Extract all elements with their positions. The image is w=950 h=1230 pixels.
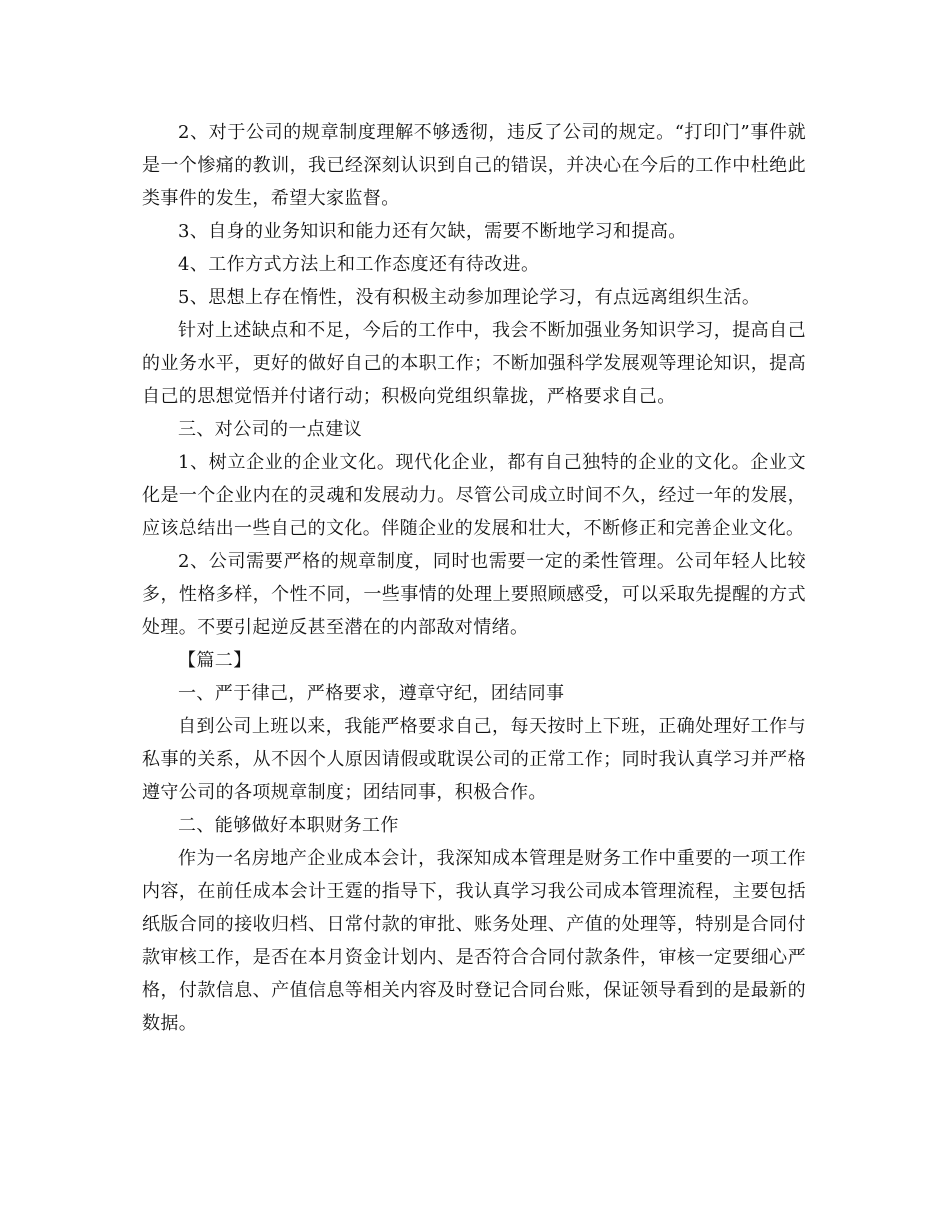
section-heading-suggestions: 三、对公司的一点建议: [178, 419, 362, 440]
paragraph-suggestion-2: 2、公司需要严格的规章制度，同时也需要一定的柔性管理。公司年轻人比较多，性格多样，个性不同，一些事情的处理上要照顾感受，可以采取先提醒的方式处理。不要引起逆反甚至潜在的内部敌对情绪。: [142, 551, 806, 638]
paragraph-finance: 作为一名房地产企业成本会计，我深知成本管理是财务工作中重要的一项工作内容，在前任成本会计王霆的指导下，我认真学习我公司成本管理流程，主要包括纸版合同的接收归档、日常付款的审批、账务处理、产值的处理等，特别是合同付款审核工作，是否在本月资金计划内、是否符合合同付款条件，审核一定要细心严格，付款信息、产值信息等相关内容及时登记合同台账，保证领导看到的是最新的数据。: [142, 848, 806, 1034]
part-heading-two: 【篇二】: [178, 650, 252, 671]
paragraph-discipline: 自到公司上班以来，我能严格要求自己，每天按时上下班，正确处理好工作与私事的关系，从不因个人原因请假或耽误公司的正常工作；同时我认真学习并严格遵守公司的各项规章制度；团结同事，积极合作。: [142, 716, 806, 803]
paragraph-item-5: 5、思想上存在惰性，没有积极主动参加理论学习，有点远离组织生活。: [178, 287, 761, 308]
section-heading-finance: 二、能够做好本职财务工作: [178, 815, 399, 836]
paragraph-item-4: 4、工作方式方法上和工作态度还有待改进。: [178, 254, 540, 275]
paragraph-item-2: 2、对于公司的规章制度理解不够透彻，违反了公司的规定。“打印门”事件就是一个惨痛的教训，我已经深刻认识到自己的错误，并决心在今后的工作中杜绝此类事件的发生，希望大家监督。: [142, 122, 806, 209]
section-heading-discipline: 一、严于律己，严格要求，遵章守纪，团结同事: [178, 683, 565, 704]
document-body: [142, 116, 806, 1040]
paragraph-improvement: 针对上述缺点和不足，今后的工作中，我会不断加强业务知识学习，提高自己的业务水平，更好的做好自己的本职工作；不断加强科学发展观等理论知识，提高自己的思想觉悟并付诸行动；积极向党组织靠拢，严格要求自己。: [142, 320, 806, 407]
paragraph-item-3: 3、自身的业务知识和能力还有欠缺，需要不断地学习和提高。: [178, 221, 687, 242]
paragraph-suggestion-1: 1、树立企业的企业文化。现代化企业，都有自己独特的企业的文化。企业文化是一个企业内在的灵魂和发展动力。尽管公司成立时间不久，经过一年的发展，应该总结出一些自己的文化。伴随企业的发展和壮大，不断修正和完善企业文化。: [142, 452, 806, 539]
